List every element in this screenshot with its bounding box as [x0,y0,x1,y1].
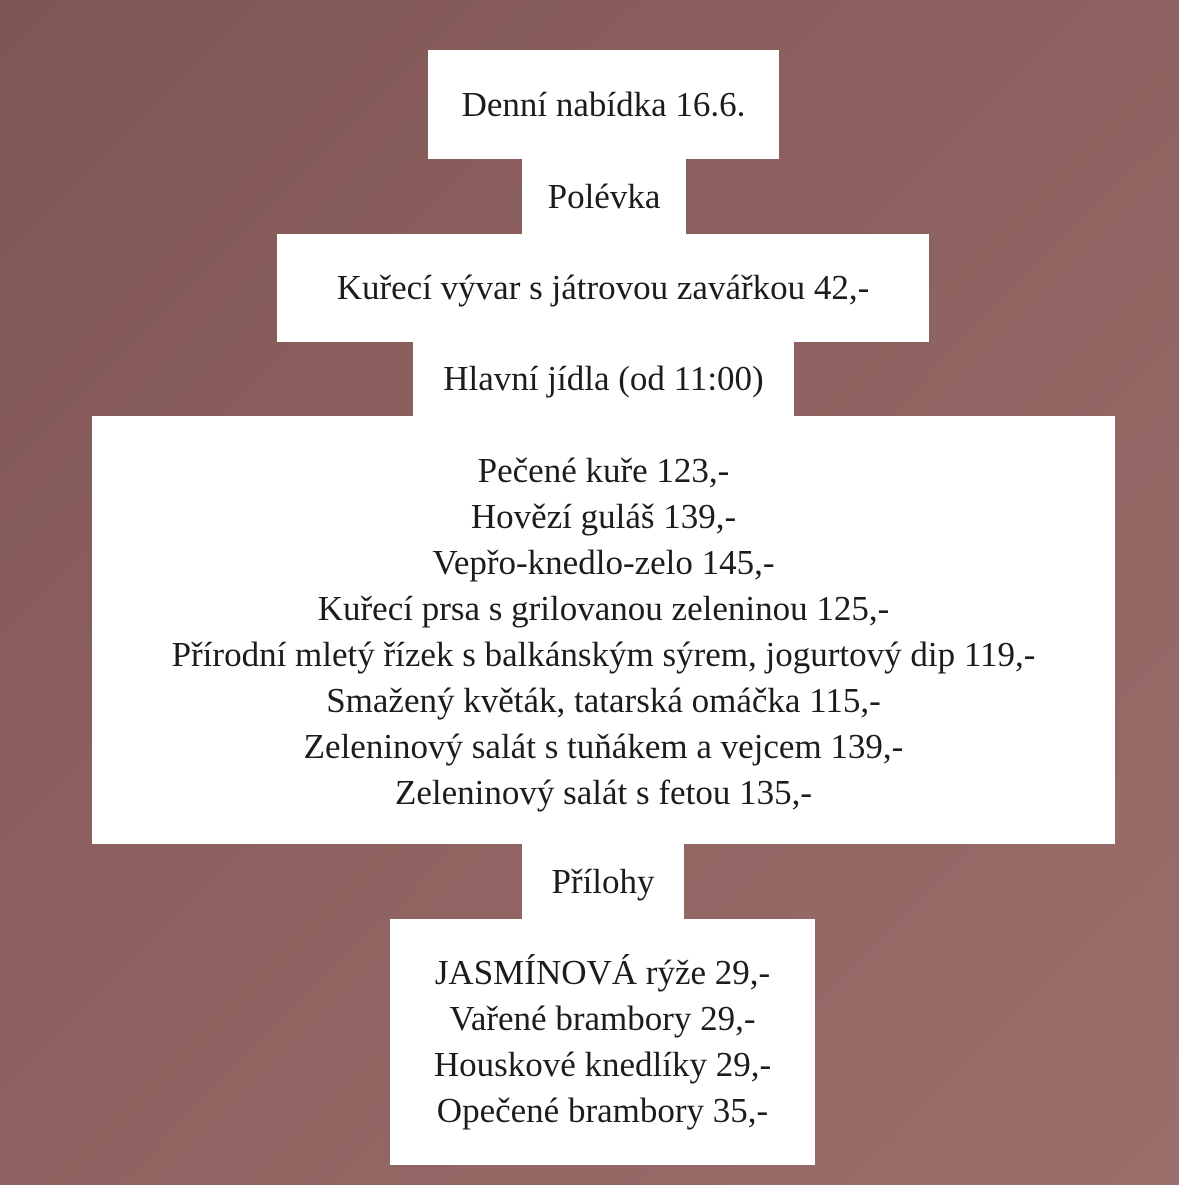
menu-title-panel [428,50,779,159]
soup-items-panel [277,234,929,342]
menu-title: Denní nabídka 16.6. [461,84,746,124]
mains-heading-panel [413,342,794,416]
soup-heading-panel [522,159,686,234]
main-dish-item: Zeleninový salát s tuňákem a vejcem 139,- [303,727,904,766]
side-dish-item: Houskové knedlíky 29,- [433,1045,772,1084]
main-dish-item: Vepřo-knedlo-zelo 145,- [432,543,775,582]
main-dish-item: Zeleninový salát s fetou 135,- [395,773,812,812]
sides-items-panel [390,919,815,1165]
soup-item: Kuřecí vývar s játrovou zavářkou 42,- [336,268,870,307]
sides-heading-panel [522,844,684,919]
side-dish-item: Vařené brambory 29,- [449,999,756,1038]
side-dish-item: JASMÍNOVÁ rýže 29,- [434,953,771,992]
main-dish-item: Hovězí guláš 139,- [470,497,737,536]
mains-items-panel [92,416,1115,844]
soup-heading: Polévka [547,176,661,216]
main-dish-item: Smažený květák, tatarská omáčka 115,- [326,681,881,720]
main-dish-item: Pečené kuře 123,- [477,451,730,490]
main-dish-item: Kuřecí prsa s grilovanou zeleninou 125,- [317,589,890,628]
sides-heading: Přílohy [551,861,655,901]
main-dish-item: Přírodní mletý řízek s balkánským sýrem, jogurtový dip 119,- [171,635,1036,674]
mains-heading: Hlavní jídla (od 11:00) [443,359,764,398]
side-dish-item: Opečené brambory 35,- [436,1091,769,1130]
